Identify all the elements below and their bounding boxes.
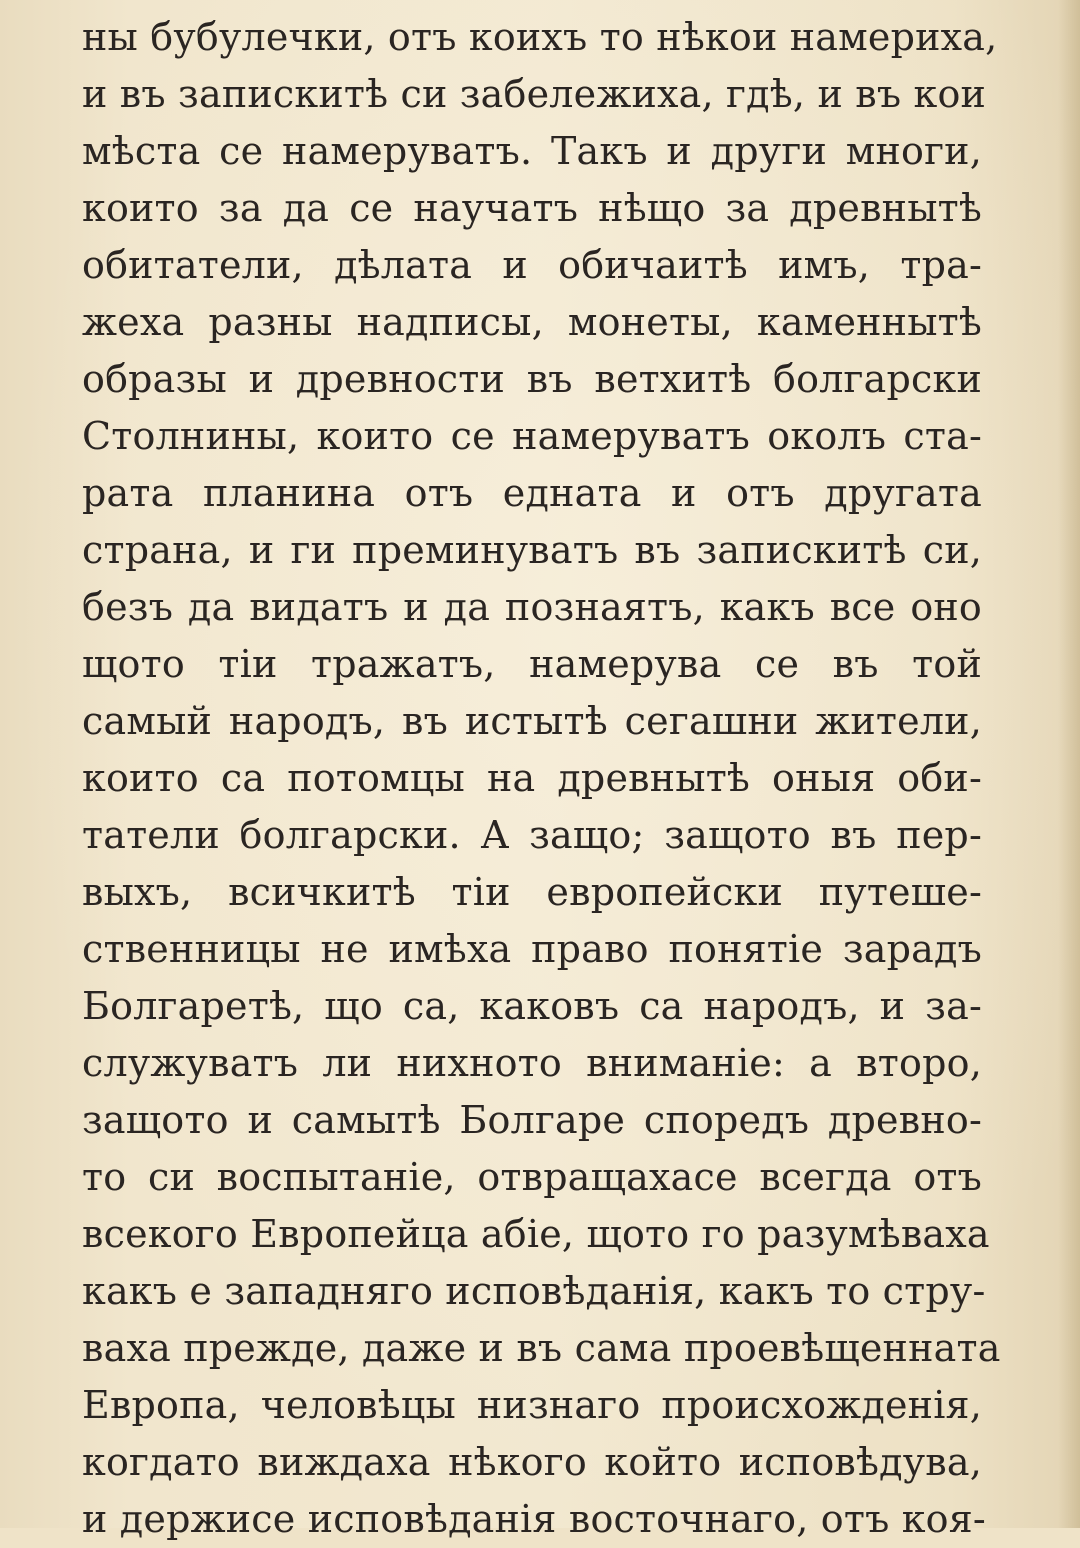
text-line: жеха разны надписы, монеты, каменнытѣ <box>82 300 982 344</box>
text-line: Европа, человѣцы низнаго происхожденія, <box>82 1383 982 1427</box>
text-line: мѣста се намеруватъ. Такъ и други многи, <box>82 129 982 173</box>
text-line: выхъ, всичкитѣ тіи европейски путеше- <box>82 870 982 914</box>
text-line: които за да се научатъ нѣщо за древнытѣ <box>82 186 982 230</box>
text-line: защото и самытѣ Болгаре споредъ древно- <box>82 1098 982 1142</box>
page-edge-shadow <box>1058 0 1080 1528</box>
text-line: безъ да видатъ и да познаятъ, какъ все оно <box>82 585 982 629</box>
text-line: самый народъ, въ истытѣ сегашни жители, <box>82 699 982 743</box>
text-line: когдато виждаха нѣкого който исповѣдува, <box>82 1440 982 1484</box>
text-line: рата планина отъ едната и отъ другата <box>82 471 982 515</box>
text-line: които са потомцы на древнытѣ оныя оби- <box>82 756 982 800</box>
text-line: и держисе исповѣданія восточнаго, отъ коя- <box>82 1497 986 1541</box>
text-line: и въ запискитѣ си забележиха, гдѣ, и въ кои <box>82 72 987 116</box>
text-line: Столнины, които се намеруватъ околъ ста- <box>82 414 982 458</box>
text-line: обитатели, дѣлата и обичаитѣ имъ, тра- <box>82 243 982 287</box>
text-line: всекого Европейца абіе, щото го разумѣваха <box>82 1212 990 1256</box>
text-line: образы и древности въ ветхитѣ болгарски <box>82 357 982 401</box>
text-line: ственницы не имѣха право понятіе зарадъ <box>82 927 982 971</box>
text-line: ны бубулечки, отъ коихъ то нѣкои намериха, <box>82 15 998 59</box>
text-line: Болгаретѣ, що са, каковъ са народъ, и за- <box>82 984 982 1028</box>
text-line: служуватъ ли нихното вниманіе: а второ, <box>82 1041 982 1085</box>
text-line: щото тіи тражатъ, намерува се въ той <box>82 642 982 686</box>
text-line: ваха прежде, даже и въ сама проевѣщенната <box>82 1326 1001 1370</box>
text-line: то си воспытаніе, отвращахасе всегда отъ <box>82 1155 982 1199</box>
text-line: какъ е западняго исповѣданія, какъ то стру- <box>82 1269 986 1313</box>
text-line: страна, и ги преминуватъ въ запискитѣ си, <box>82 528 982 572</box>
text-line: татели болгарски. А защо; защото въ пер- <box>82 813 982 857</box>
